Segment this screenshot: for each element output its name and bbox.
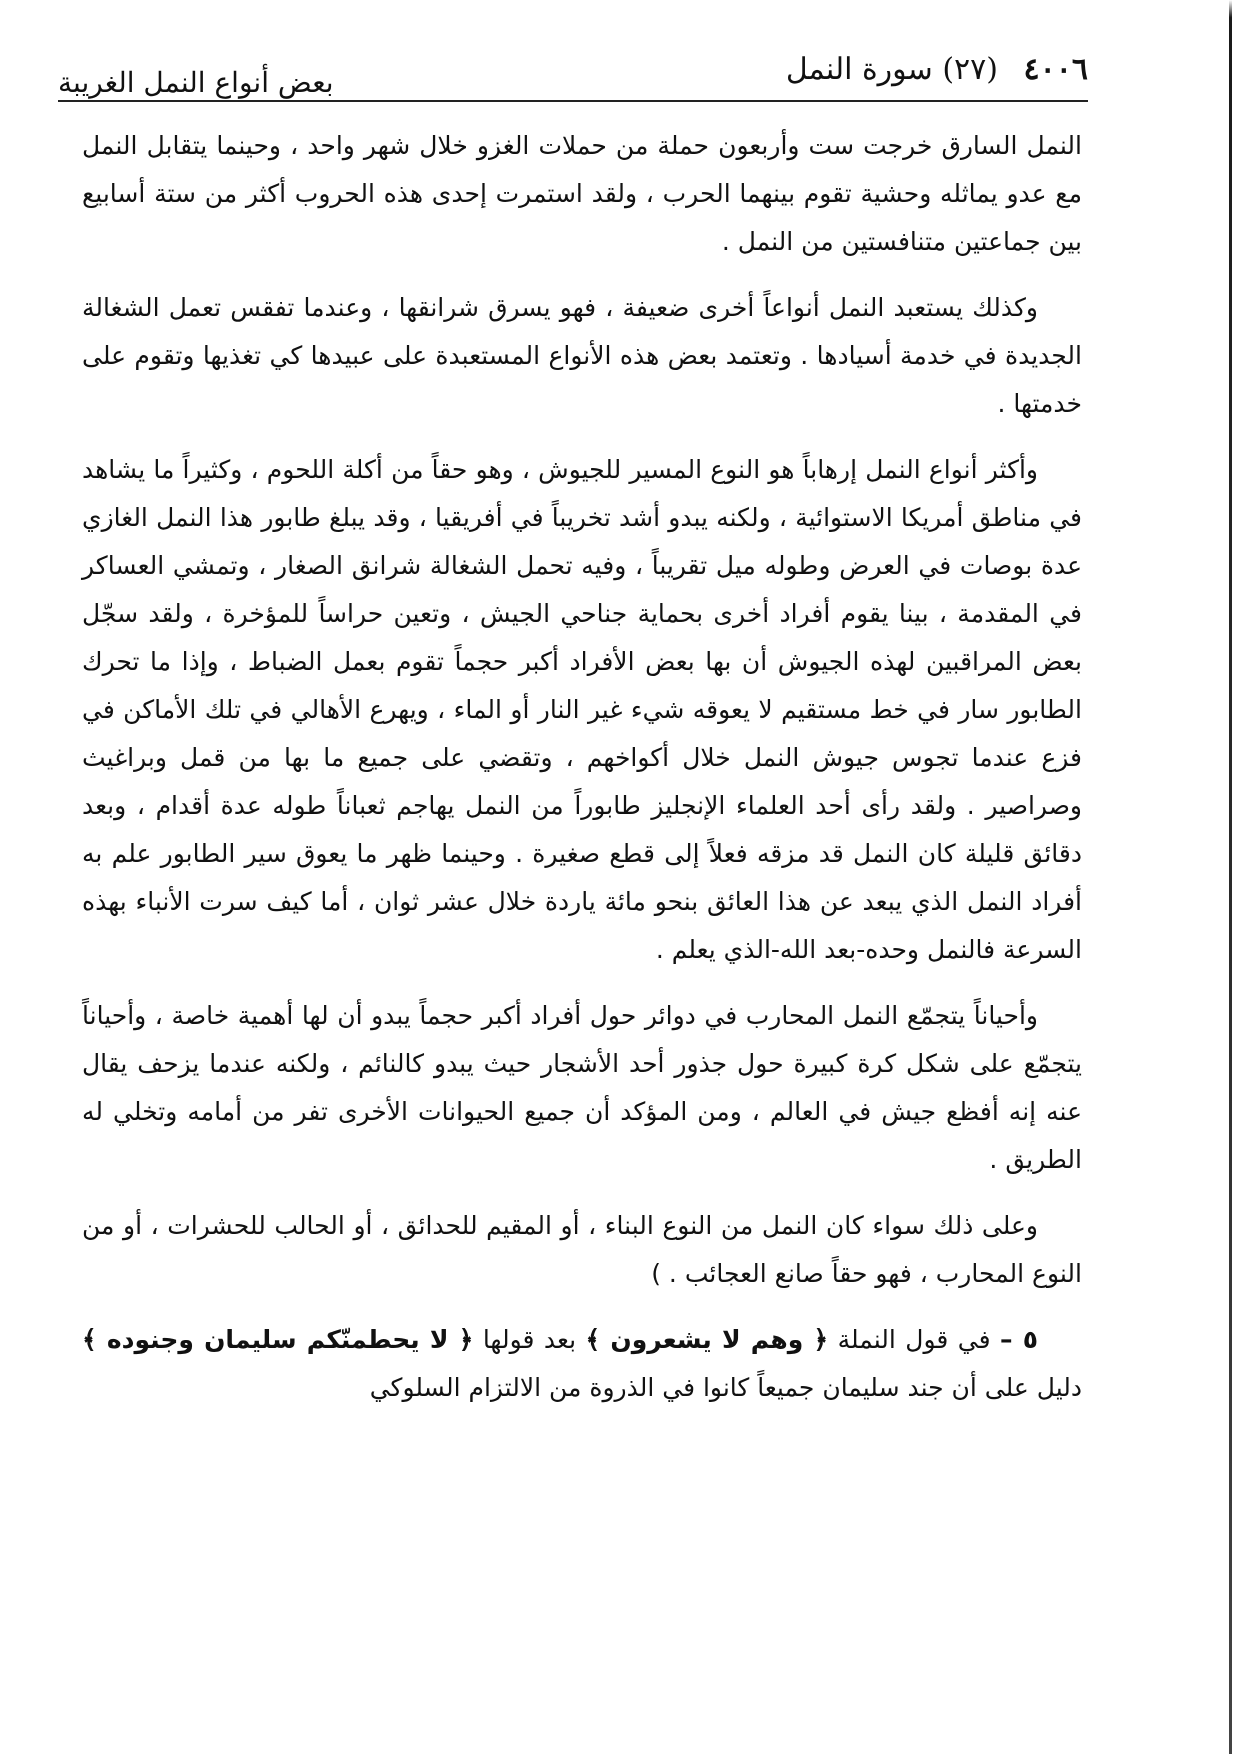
paragraph: وأكثر أنواع النمل إرهاباً هو النوع المسير للجيوش ، وهو حقاً من أكلة اللحوم ، وكثيراً ما يشاهد في مناطق أمريكا الاستوائية ، ولكنه يبدو أشد تخريباً في أفريقيا ، وقد يبلغ طابور هذا النمل الغازي عدة بوصات في العرض وطوله ميل تقريباً ، وفيه تحمل الشغالة شرانق الصغار ، وتمشي العساكر في المقدمة ، بينا يقوم أفراد أخرى بحماية جناحي الجيش ، وتعين حراساً للمؤخرة ، ولقد سجّل بعض المراقبين لهذه الجيوش أن بها بعض الأفراد أكبر حجماً تقوم بعمل الضباط ، وإذا ما تحرك الطابور سار في خط مستقيم لا يعوقه شيء غير النار أو الماء ، ويهرع الأهالي في تلك الأماكن في فزع عندما تجوس جيوش النمل خلال أكواخهم ، وتقضي على جميع ما بها من قمل وبراغيث وصراصير . ولقد رأى أحد العلماء الإنجليز طابوراً من النمل يهاجم ثعباناً طوله عدة أقدام ، وبعد دقائق قليلة كان النمل قد مزقه فعلاً إلى قطع صغيرة . وحينما ظهر ما يعوق سير الطابور علم به أفراد النمل الذي يبعد عن هذا العائق بنحو مائة ياردة خلال عشر ثوان ، أما كيف سرت الأنباء بهذه السرعة فالنمل وحده-بعد الله-الذي يعلم .: [82, 455, 1082, 964]
paragraph: وكذلك يستعبد النمل أنواعاً أخرى ضعيفة ، فهو يسرق شرانقها ، وعندما تفقس تعمل الشغالة الجديدة في خدمة أسيادها . وتعتمد بعض هذه الأنواع المستعبدة على عبيدها كي تغذيها وتقوم على خدمتها .: [82, 293, 1082, 418]
scan-edge-shadow: [1229, 0, 1232, 1754]
text-span: دليل على أن جند سليمان جميعاً كانوا في الذروة من الالتزام السلوكي: [369, 1373, 1082, 1402]
surah-name: (٢٧) سورة النمل: [785, 52, 998, 87]
quran-quote: ﴿ وهم لا يشعرون ﴾: [585, 1325, 829, 1354]
paragraph: وعلى ذلك سواء كان النمل من النوع البناء ، أو المقيم للحدائق ، أو الحالب للحشرات ، أو من النوع المحارب ، فهو حقاً صانع العجائب . ): [82, 1211, 1082, 1288]
quran-quote: ﴿ لا يحطمنّكم سليمان وجنوده ﴾: [82, 1325, 474, 1354]
paragraph: وأحياناً يتجمّع النمل المحارب في دوائر حول أفراد أكبر حجماً يبدو أن لها أهمية خاصة ، وأحياناً يتجمّع على شكل كرة كبيرة حول جذور أحد الأشجار حيث يبدو كالنائم ، ولكنه عندما يزحف يقال عنه إنه أفظع جيش في العالم ، ومن المؤكد أن جميع الحيوانات الأخرى تفر من أمامه وتخلي له الطريق .: [82, 1001, 1082, 1174]
page-header: [58, 44, 1088, 99]
page-body: [82, 122, 1082, 1430]
text-span: في قول النملة: [837, 1325, 991, 1354]
header-rule: [58, 100, 1088, 102]
numbered-paragraph: [82, 1316, 1082, 1412]
item-number: ٥ –: [1000, 1325, 1039, 1354]
paragraph: النمل السارق خرجت ست وأربعون حملة من حملات الغزو خلال شهر واحد ، وحينما يتقابل النمل مع عدو يماثله وحشية تقوم بينهما الحرب ، ولقد استمرت إحدى هذه الحروب أكثر من ستة أسابيع بين جماعتين متنافستين من النمل .: [82, 131, 1082, 256]
header-page-info: [786, 52, 1088, 87]
section-title: بعض أنواع النمل الغريبة: [58, 66, 334, 99]
text-span: بعد قولها: [482, 1325, 577, 1354]
page-number: ٤٠٠٦: [1023, 52, 1088, 87]
